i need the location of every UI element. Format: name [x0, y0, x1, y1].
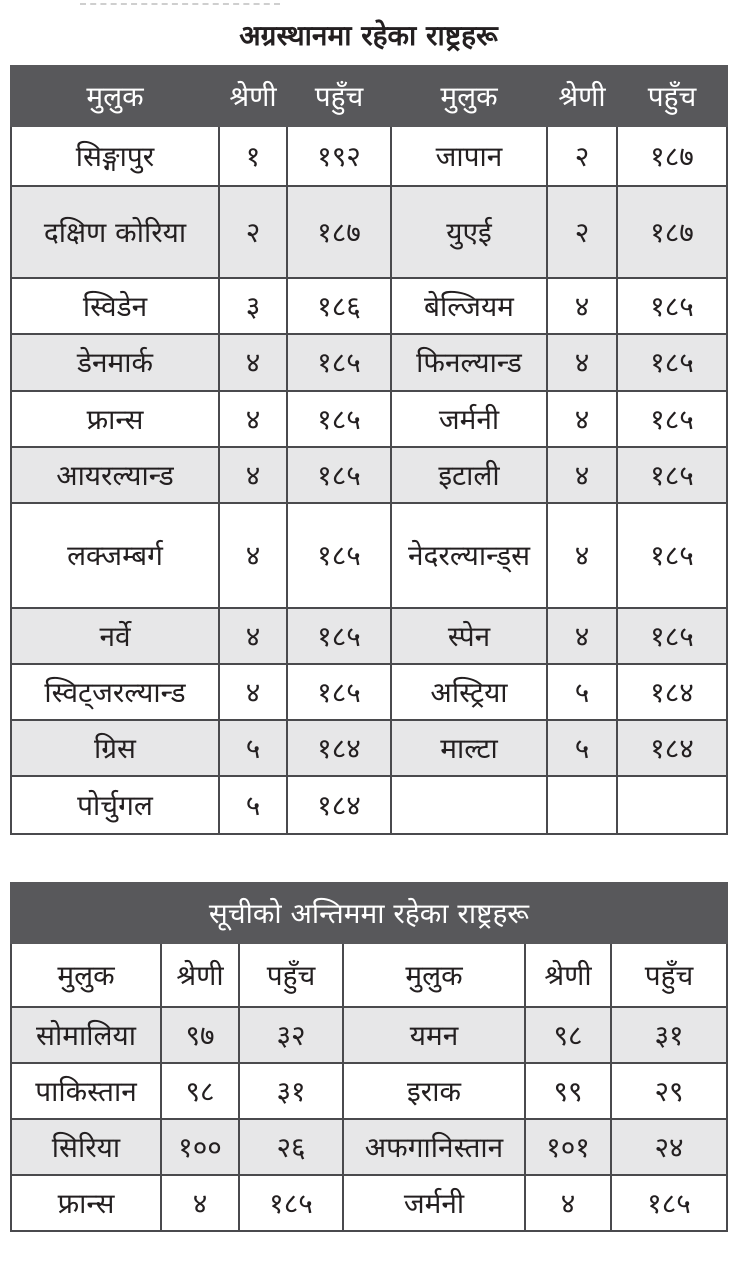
access-cell: १८४	[617, 720, 727, 776]
table-row	[11, 1175, 727, 1231]
access-cell: १८५	[617, 334, 727, 391]
table-row	[11, 776, 727, 834]
rank-cell: ५	[219, 776, 287, 834]
country-cell: यमन	[343, 1007, 525, 1063]
country-cell: इटाली	[391, 447, 547, 503]
country-cell: डेनमार्क	[11, 334, 219, 391]
rank-cell: १	[219, 126, 287, 186]
country-cell: पाकिस्तान	[11, 1063, 161, 1119]
country-cell: अस्ट्रिया	[391, 664, 547, 720]
rank-cell: ९८	[525, 1007, 611, 1063]
access-cell: १८५	[287, 334, 391, 391]
header-access: पहुँच	[239, 943, 343, 1007]
country-cell: अफगानिस्तान	[343, 1119, 525, 1175]
rank-cell: ४	[547, 278, 617, 334]
page-title: अग्रस्थानमा रहेका राष्ट्रहरू	[239, 19, 498, 52]
table-row	[11, 664, 727, 720]
country-cell: सोमालिया	[11, 1007, 161, 1063]
country-cell: माल्टा	[391, 720, 547, 776]
access-cell: १८५	[617, 608, 727, 664]
access-cell: १८५	[287, 391, 391, 447]
access-cell: ३२	[239, 1007, 343, 1063]
table-row	[11, 334, 727, 391]
table-title: सूचीको अन्तिममा रहेका राष्ट्रहरू	[11, 883, 727, 943]
country-cell: जर्मनी	[343, 1175, 525, 1231]
header-rank: श्रेणी	[161, 943, 239, 1007]
country-cell: फिनल्यान्ड	[391, 334, 547, 391]
country-cell: ग्रिस	[11, 720, 219, 776]
rank-cell: ४	[219, 447, 287, 503]
country-cell: जर्मनी	[391, 391, 547, 447]
rank-cell: २	[219, 186, 287, 278]
rank-cell: ४	[547, 334, 617, 391]
access-cell: १८५	[617, 278, 727, 334]
access-cell: १८५	[617, 447, 727, 503]
country-cell: फ्रान्स	[11, 1175, 161, 1231]
country-cell: युएई	[391, 186, 547, 278]
country-cell: स्विडेन	[11, 278, 219, 334]
table-row	[11, 503, 727, 608]
table-row	[11, 608, 727, 664]
rank-cell: ४	[219, 391, 287, 447]
access-cell: २४	[611, 1119, 727, 1175]
country-cell: स्पेन	[391, 608, 547, 664]
access-cell: १९२	[287, 126, 391, 186]
country-cell: जापान	[391, 126, 547, 186]
rank-cell: ४	[547, 503, 617, 608]
rank-cell: ४	[547, 447, 617, 503]
table-header-row	[11, 943, 727, 1007]
table-row	[11, 391, 727, 447]
country-cell: आयरल्यान्ड	[11, 447, 219, 503]
table-row	[11, 447, 727, 503]
header-rank: श्रेणी	[219, 66, 287, 126]
country-cell: बेल्जियम	[391, 278, 547, 334]
header-country: मुलुक	[343, 943, 525, 1007]
access-cell: १८७	[617, 186, 727, 278]
rank-cell: ४	[219, 334, 287, 391]
table-row	[11, 126, 727, 186]
rank-cell: ५	[219, 720, 287, 776]
country-cell: नर्वे	[11, 608, 219, 664]
access-cell: १८६	[287, 278, 391, 334]
rank-cell: ९८	[161, 1063, 239, 1119]
country-cell: सिरिया	[11, 1119, 161, 1175]
country-cell: स्विट्जरल्यान्ड	[11, 664, 219, 720]
access-cell: १८५	[617, 503, 727, 608]
access-cell: १८४	[287, 720, 391, 776]
cropped-top-text	[80, 0, 280, 5]
top-ranked-countries-table	[10, 65, 728, 835]
header-access: पहुँच	[611, 943, 727, 1007]
access-cell: १८४	[617, 664, 727, 720]
rank-cell: २	[547, 126, 617, 186]
rank-cell: ५	[547, 664, 617, 720]
country-cell: लक्जम्बर्ग	[11, 503, 219, 608]
country-cell: पोर्चुगल	[11, 776, 219, 834]
header-access: पहुँच	[287, 66, 391, 126]
access-cell: ३१	[239, 1063, 343, 1119]
rank-cell: ९९	[525, 1063, 611, 1119]
table-row	[11, 186, 727, 278]
rank-cell: ४	[219, 608, 287, 664]
table-header-row	[11, 66, 727, 126]
access-cell: १८५	[611, 1175, 727, 1231]
rank-cell: ५	[547, 720, 617, 776]
rank-cell: १०१	[525, 1119, 611, 1175]
access-cell: १८५	[287, 664, 391, 720]
rank-cell: ९७	[161, 1007, 239, 1063]
rank-cell: ४	[547, 608, 617, 664]
country-cell: सिङ्गापुर	[11, 126, 219, 186]
empty-cell	[617, 776, 727, 834]
header-country: मुलुक	[11, 943, 161, 1007]
rank-cell: २	[547, 186, 617, 278]
access-cell: १८७	[617, 126, 727, 186]
country-cell: दक्षिण कोरिया	[11, 186, 219, 278]
rank-cell: ४	[525, 1175, 611, 1231]
table-row	[11, 1063, 727, 1119]
table-row	[11, 1119, 727, 1175]
header-country: मुलुक	[11, 66, 219, 126]
access-cell: १८७	[287, 186, 391, 278]
rank-cell: ४	[161, 1175, 239, 1231]
empty-cell	[547, 776, 617, 834]
country-cell: फ्रान्स	[11, 391, 219, 447]
table-row	[11, 720, 727, 776]
table-row	[11, 278, 727, 334]
rank-cell: ४	[219, 503, 287, 608]
access-cell: १८५	[239, 1175, 343, 1231]
country-cell: इराक	[343, 1063, 525, 1119]
rank-cell: १००	[161, 1119, 239, 1175]
header-access: पहुँच	[617, 66, 727, 126]
country-cell: नेदरल्यान्ड्स	[391, 503, 547, 608]
access-cell: १८५	[617, 391, 727, 447]
header-rank: श्रेणी	[525, 943, 611, 1007]
rank-cell: ४	[547, 391, 617, 447]
access-cell: १८५	[287, 608, 391, 664]
access-cell: २६	[239, 1119, 343, 1175]
access-cell: ३१	[611, 1007, 727, 1063]
header-country: मुलुक	[391, 66, 547, 126]
rank-cell: ४	[219, 664, 287, 720]
rank-cell: ३	[219, 278, 287, 334]
bottom-ranked-countries-table	[10, 882, 728, 1232]
access-cell: १८५	[287, 447, 391, 503]
empty-cell	[391, 776, 547, 834]
access-cell: १८४	[287, 776, 391, 834]
header-rank: श्रेणी	[547, 66, 617, 126]
access-cell: १८५	[287, 503, 391, 608]
table-row	[11, 1007, 727, 1063]
table-title-row	[11, 883, 727, 943]
access-cell: २९	[611, 1063, 727, 1119]
